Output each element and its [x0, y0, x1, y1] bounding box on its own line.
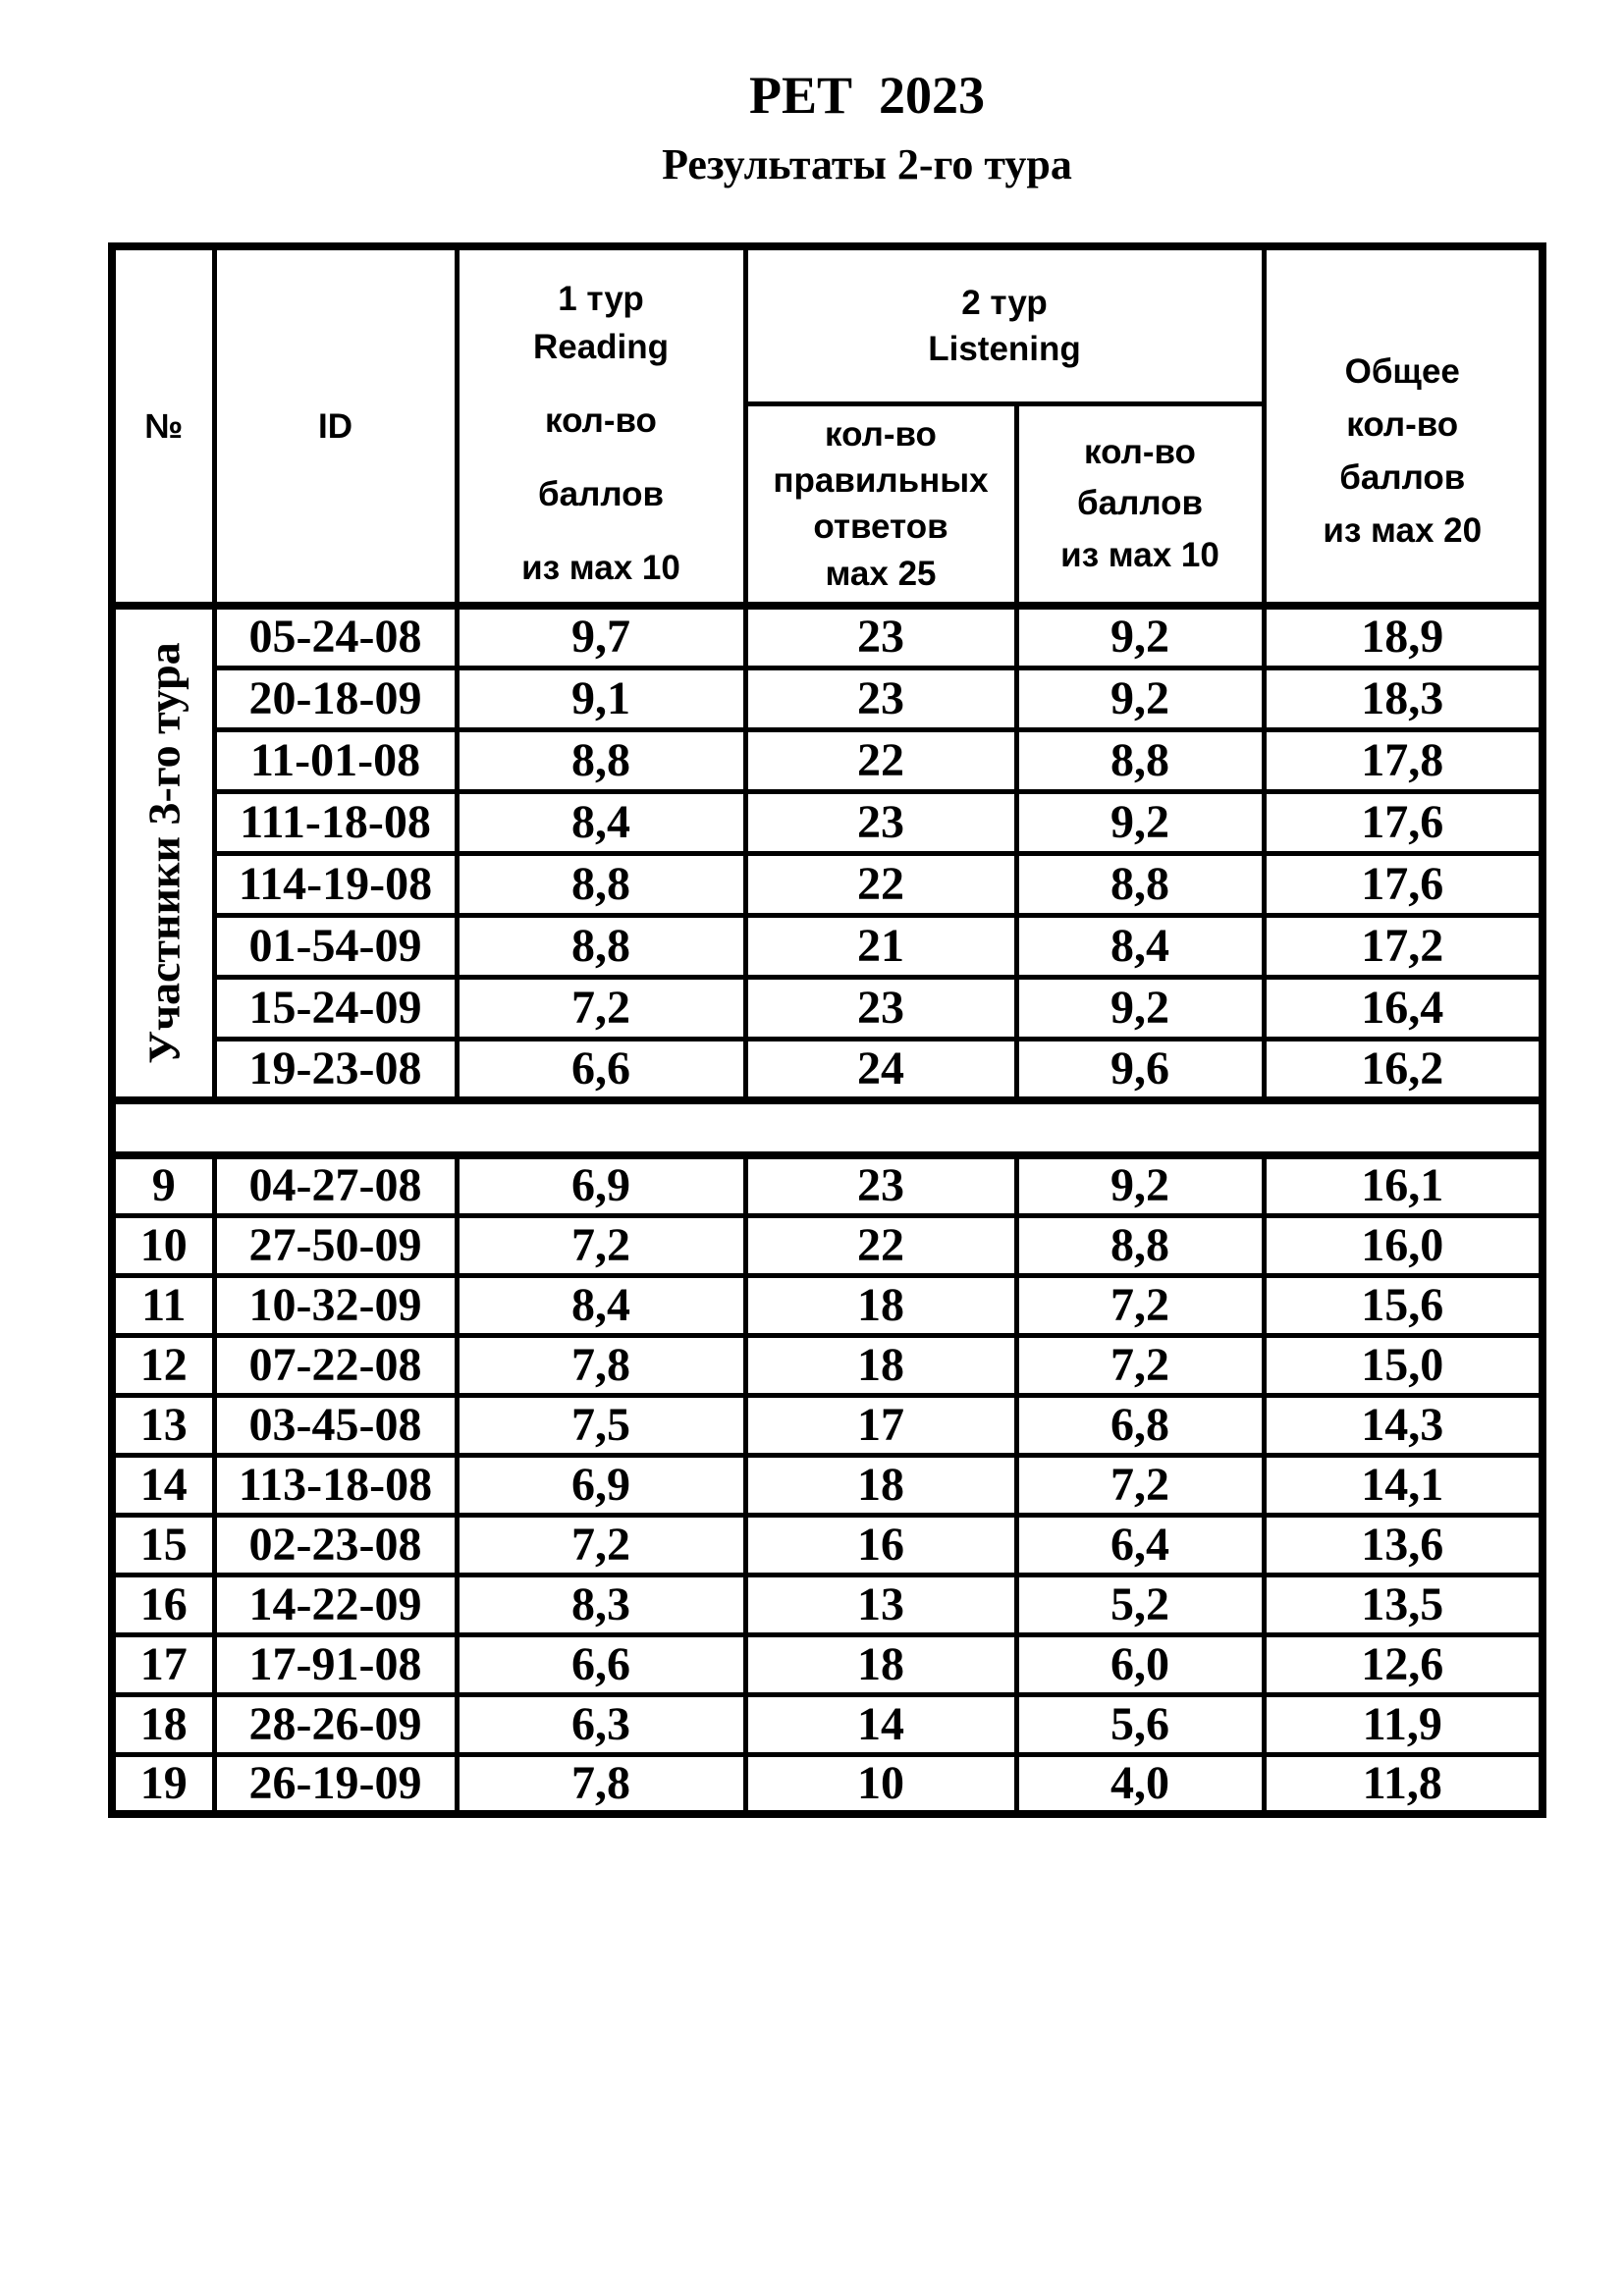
- cell-listening-correct: 21: [745, 915, 1016, 977]
- table-row: [112, 1634, 1543, 1694]
- total-line: кол-во: [1346, 404, 1459, 444]
- cell-reading-score: 8,8: [457, 853, 745, 915]
- cell-id: 07-22-08: [214, 1335, 457, 1395]
- cell-listening-score: 9,6: [1016, 1039, 1264, 1100]
- cell-id: 10-32-09: [214, 1275, 457, 1335]
- cell-listening-correct: 22: [745, 729, 1016, 791]
- cell-total-score: 15,0: [1264, 1335, 1543, 1395]
- cell-listening-correct: 23: [745, 977, 1016, 1039]
- cell-listening-score: 5,6: [1016, 1694, 1264, 1754]
- cell-id: 14-22-09: [214, 1575, 457, 1634]
- cell-listening-correct: 22: [745, 853, 1016, 915]
- group1-vertical-label: Участники 3-го тура: [138, 642, 189, 1064]
- page-subtitle: Результаты 2-го тура: [662, 139, 1072, 188]
- listening-points-line: из мах 10: [1060, 535, 1219, 574]
- cell-id: 17-91-08: [214, 1634, 457, 1694]
- cell-listening-score: 6,8: [1016, 1395, 1264, 1455]
- cell-total-score: 18,9: [1264, 606, 1543, 667]
- cell-listening-correct: 23: [745, 667, 1016, 729]
- table-row: [112, 791, 1543, 853]
- cell-listening-correct: 10: [745, 1754, 1016, 1814]
- cell-reading-score: 8,4: [457, 1275, 745, 1335]
- cell-reading-score: 7,2: [457, 1515, 745, 1575]
- cell-total-score: 16,2: [1264, 1039, 1543, 1100]
- cell-reading-score: 8,8: [457, 729, 745, 791]
- total-line: Общее: [1344, 351, 1460, 391]
- listening-correct-line: кол-во: [825, 414, 937, 454]
- listening-correct-line: ответов: [813, 507, 948, 547]
- table-row: [112, 606, 1543, 667]
- document-heading: [0, 63, 1624, 190]
- cell-id: 19-23-08: [214, 1039, 457, 1100]
- cell-listening-correct: 17: [745, 1395, 1016, 1455]
- cell-num: 17: [112, 1634, 214, 1694]
- listening-points-line: баллов: [1077, 484, 1203, 522]
- cell-num: 13: [112, 1395, 214, 1455]
- cell-total-score: 18,3: [1264, 667, 1543, 729]
- round2-line: Listening: [928, 329, 1081, 368]
- cell-id: 15-24-09: [214, 977, 457, 1039]
- cell-reading-score: 6,9: [457, 1455, 745, 1515]
- cell-listening-score: 9,2: [1016, 667, 1264, 729]
- cell-total-score: 13,6: [1264, 1515, 1543, 1575]
- cell-total-score: 11,8: [1264, 1754, 1543, 1814]
- cell-listening-score: 4,0: [1016, 1754, 1264, 1814]
- cell-listening-score: 9,2: [1016, 791, 1264, 853]
- round2-header-lines: [748, 280, 1262, 373]
- cell-total-score: 12,6: [1264, 1634, 1543, 1694]
- cell-reading-score: 7,5: [457, 1395, 745, 1455]
- table-row: [112, 667, 1543, 729]
- col-header-listening-points: [1016, 403, 1264, 606]
- round1-line: Reading: [532, 327, 670, 366]
- cell-listening-score: 6,4: [1016, 1515, 1264, 1575]
- cell-total-score: 17,2: [1264, 915, 1543, 977]
- spacer-cell: [112, 1100, 1543, 1155]
- cell-num: 14: [112, 1455, 214, 1515]
- col-header-id: ID: [214, 246, 457, 606]
- cell-listening-score: 8,8: [1016, 1215, 1264, 1275]
- cell-id: 26-19-09: [214, 1754, 457, 1814]
- listening-points-line: кол-во: [1084, 432, 1196, 471]
- cell-id: 111-18-08: [214, 791, 457, 853]
- col-header-total: [1264, 246, 1543, 606]
- page-title: PET 2023: [748, 66, 986, 125]
- round1-line: баллов: [538, 474, 664, 513]
- total-line: из мах 20: [1323, 511, 1483, 551]
- cell-reading-score: 9,1: [457, 667, 745, 729]
- cell-reading-score: 7,8: [457, 1335, 745, 1395]
- col-header-num: №: [112, 246, 214, 606]
- cell-listening-correct: 24: [745, 1039, 1016, 1100]
- cell-listening-correct: 23: [745, 791, 1016, 853]
- round1-header-lines: [460, 275, 743, 592]
- listening-correct-lines: [748, 411, 1014, 597]
- cell-num: 19: [112, 1754, 214, 1814]
- total-line: баллов: [1339, 458, 1466, 497]
- cell-listening-score: 6,0: [1016, 1634, 1264, 1694]
- cell-total-score: 15,6: [1264, 1275, 1543, 1335]
- cell-id: 03-45-08: [214, 1395, 457, 1455]
- table-row: [112, 915, 1543, 977]
- col-header-round2-listening: [745, 246, 1264, 403]
- cell-reading-score: 6,6: [457, 1634, 745, 1694]
- cell-reading-score: 7,2: [457, 977, 745, 1039]
- cell-reading-score: 7,2: [457, 1215, 745, 1275]
- round1-line: из мах 10: [521, 548, 680, 587]
- table-row: [112, 1754, 1543, 1814]
- cell-id: 28-26-09: [214, 1694, 457, 1754]
- cell-total-score: 14,1: [1264, 1455, 1543, 1515]
- cell-listening-score: 9,2: [1016, 977, 1264, 1039]
- cell-num: 11: [112, 1275, 214, 1335]
- table-row: [112, 977, 1543, 1039]
- cell-num: 12: [112, 1335, 214, 1395]
- table-row: [112, 1575, 1543, 1634]
- cell-total-score: 16,0: [1264, 1215, 1543, 1275]
- cell-listening-correct: 18: [745, 1455, 1016, 1515]
- cell-listening-score: 7,2: [1016, 1455, 1264, 1515]
- cell-id: 20-18-09: [214, 667, 457, 729]
- cell-listening-correct: 14: [745, 1694, 1016, 1754]
- listening-correct-line: мах 25: [825, 554, 937, 593]
- col-header-round1-reading: [457, 246, 745, 606]
- cell-total-score: 17,6: [1264, 791, 1543, 853]
- cell-listening-correct: 23: [745, 606, 1016, 667]
- cell-id: 01-54-09: [214, 915, 457, 977]
- cell-listening-score: 8,4: [1016, 915, 1264, 977]
- cell-id: 27-50-09: [214, 1215, 457, 1275]
- cell-reading-score: 7,8: [457, 1754, 745, 1814]
- table-row: [112, 1155, 1543, 1215]
- cell-id: 114-19-08: [214, 853, 457, 915]
- listening-correct-line: правильных: [773, 461, 989, 500]
- cell-reading-score: 6,9: [457, 1155, 745, 1215]
- cell-total-score: 14,3: [1264, 1395, 1543, 1455]
- round2-line: 2 тур: [961, 283, 1048, 322]
- listening-points-lines: [1019, 427, 1262, 582]
- table-row: [112, 1039, 1543, 1100]
- round1-line: кол-во: [545, 400, 657, 440]
- cell-listening-correct: 23: [745, 1155, 1016, 1215]
- cell-reading-score: 8,4: [457, 791, 745, 853]
- cell-total-score: 16,4: [1264, 977, 1543, 1039]
- cell-total-score: 16,1: [1264, 1155, 1543, 1215]
- total-header-lines: [1267, 346, 1540, 559]
- cell-listening-score: 7,2: [1016, 1275, 1264, 1335]
- cell-listening-correct: 18: [745, 1335, 1016, 1395]
- cell-total-score: 11,9: [1264, 1694, 1543, 1754]
- cell-listening-correct: 18: [745, 1634, 1016, 1694]
- cell-total-score: 17,6: [1264, 853, 1543, 915]
- table-row: [112, 1455, 1543, 1515]
- group1-label-cell: [112, 606, 214, 1100]
- table-row: [112, 1694, 1543, 1754]
- cell-num: 16: [112, 1575, 214, 1634]
- table-row: [112, 1395, 1543, 1455]
- table-row: [112, 1275, 1543, 1335]
- cell-listening-correct: 22: [745, 1215, 1016, 1275]
- cell-reading-score: 6,6: [457, 1039, 745, 1100]
- cell-id: 02-23-08: [214, 1515, 457, 1575]
- cell-total-score: 13,5: [1264, 1575, 1543, 1634]
- cell-listening-score: 9,2: [1016, 606, 1264, 667]
- cell-reading-score: 8,3: [457, 1575, 745, 1634]
- cell-listening-correct: 18: [745, 1275, 1016, 1335]
- col-header-listening-correct: [745, 403, 1016, 606]
- spacer-row: [112, 1100, 1543, 1155]
- cell-num: 10: [112, 1215, 214, 1275]
- table-row: [112, 729, 1543, 791]
- cell-listening-score: 7,2: [1016, 1335, 1264, 1395]
- cell-id: 05-24-08: [214, 606, 457, 667]
- cell-listening-correct: 16: [745, 1515, 1016, 1575]
- cell-id: 113-18-08: [214, 1455, 457, 1515]
- results-table: [108, 242, 1546, 1818]
- table-row: [112, 853, 1543, 915]
- header-row-1: [112, 246, 1543, 403]
- table-row: [112, 1335, 1543, 1395]
- round1-line: 1 тур: [558, 279, 644, 318]
- cell-reading-score: 6,3: [457, 1694, 745, 1754]
- cell-reading-score: 9,7: [457, 606, 745, 667]
- cell-num: 9: [112, 1155, 214, 1215]
- cell-listening-correct: 13: [745, 1575, 1016, 1634]
- cell-listening-score: 5,2: [1016, 1575, 1264, 1634]
- cell-num: 15: [112, 1515, 214, 1575]
- cell-reading-score: 8,8: [457, 915, 745, 977]
- cell-total-score: 17,8: [1264, 729, 1543, 791]
- cell-id: 04-27-08: [214, 1155, 457, 1215]
- cell-listening-score: 8,8: [1016, 853, 1264, 915]
- cell-listening-score: 8,8: [1016, 729, 1264, 791]
- table-row: [112, 1515, 1543, 1575]
- table-row: [112, 1215, 1543, 1275]
- cell-listening-score: 9,2: [1016, 1155, 1264, 1215]
- cell-id: 11-01-08: [214, 729, 457, 791]
- cell-num: 18: [112, 1694, 214, 1754]
